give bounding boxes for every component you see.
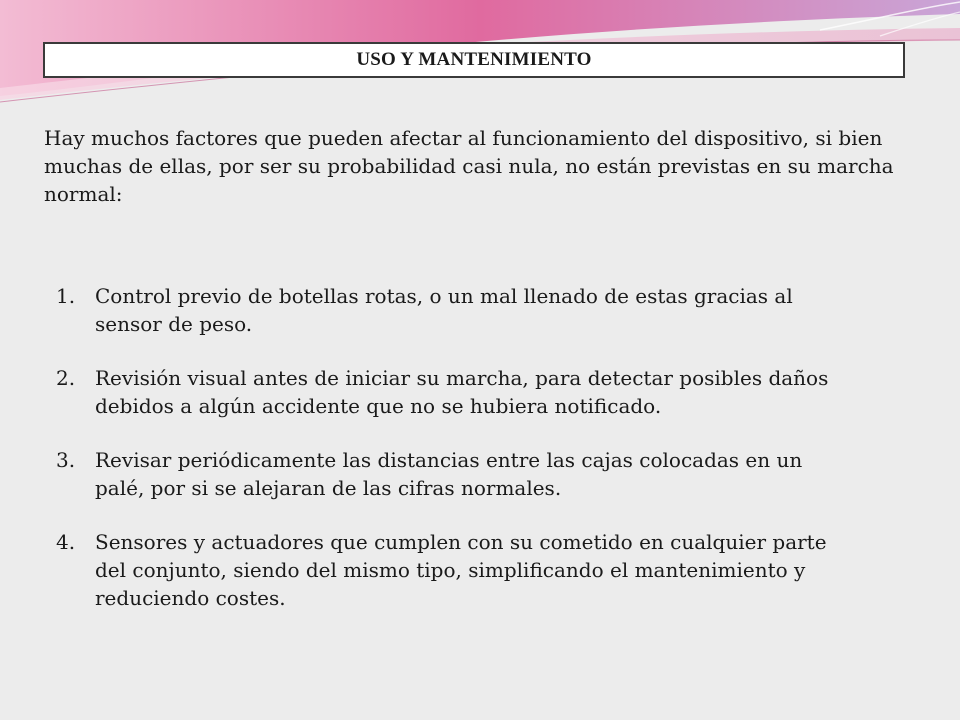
list-item (56, 282, 856, 338)
list-item-text: Control previo de botellas rotas, o un mal llenado de estas gracias al sensor de peso. (95, 284, 793, 336)
list-item-text: Sensores y actuadores que cumplen con su cometido en cualquier parte del conjunto, siendo del mismo tipo, simplificando el mantenimiento y reduciendo costes. (95, 530, 827, 610)
list-item-text: Revisar periódicamente las distancias entre las cajas colocadas en un palé, por si se alejaran de las cifras normales. (95, 448, 803, 500)
title-box (43, 42, 905, 78)
list-item (56, 446, 856, 502)
list-item (56, 364, 856, 420)
list-item-number: 1. (56, 284, 76, 308)
list-item-number: 2. (56, 366, 76, 390)
intro-paragraph: Hay muchos factores que pueden afectar al funcionamiento del dispositivo, si bien muchas de ellas, por ser su probabilidad casi nula, no están previstas en su marcha normal: (44, 126, 894, 206)
list-item (56, 528, 856, 612)
list-item-text: Revisión visual antes de iniciar su marcha, para detectar posibles daños debidos a algún accidente que no se hubiera notificado. (95, 366, 829, 418)
list-item-number: 4. (56, 530, 76, 554)
list-item-number: 3. (56, 448, 76, 472)
maintenance-list (56, 282, 856, 612)
slide-title: USO Y MANTENIMIENTO (356, 49, 592, 70)
